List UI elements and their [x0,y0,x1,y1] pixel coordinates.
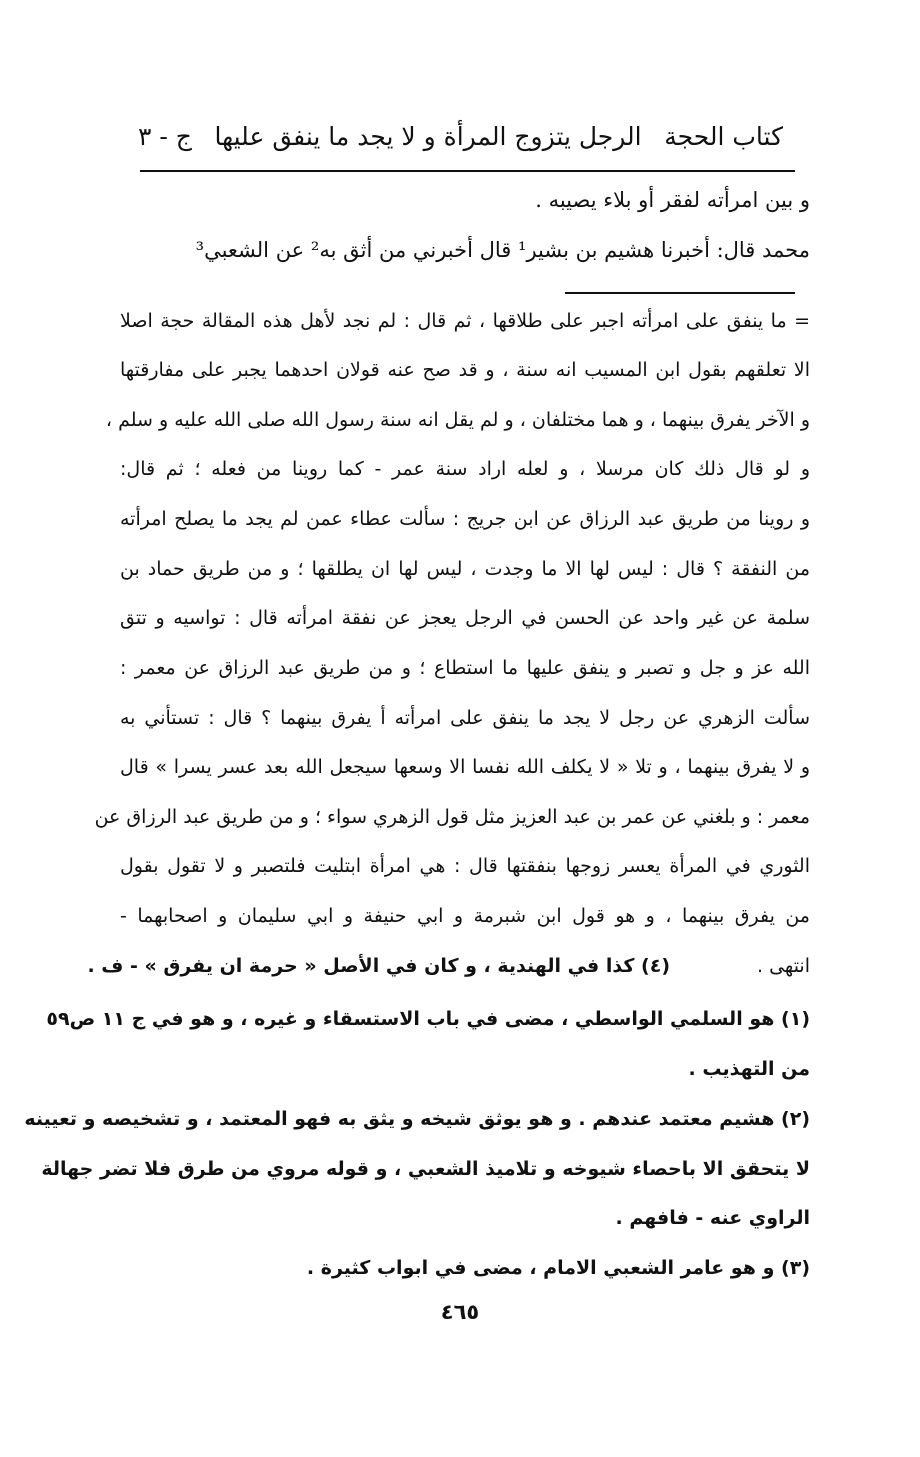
commentary-line: سألت الزهري عن رجل لا يجد ما ينفق على امرأته أ يفرق بينهما ؟ قال : تستأني به [120,707,810,729]
commentary-line: و روينا من طريق عبد الرزاق عن ابن جريج : سألت عطاء عمن لم يجد ما يصلح امرأته [120,508,810,530]
footnote-3: (٣) و هو عامر الشعبي الامام ، مضى في ابواب كثيرة . [306,1257,810,1279]
footnote-separator [565,292,795,294]
commentary-line: الا تعلقهم بقول ابن المسيب انه سنة ، و قد صح عنه قولان احدهما يجبر على مفارقتها [120,359,810,381]
footnote-2-end: الراوي عنه - فافهم . [615,1207,810,1229]
commentary-line: و لو قال ذلك كان مرسلا ، و لعله اراد سنة عمر - كما روينا من فعله ؛ ثم قال: [120,458,810,480]
commentary-line: الله عز و جل و تصبر و ينفق عليها ما استطاع ؛ و من طريق عبد الرزاق عن معمر : [120,657,810,679]
header-chapter-title: الرجل يتزوج المرأة و لا يجد ما ينفق عليها [214,121,642,151]
header-volume: ج - ٣ [138,121,192,151]
commentary-line: = ما ينفق على امرأته اجبر على طلاقها ، ثم قال : لم نجد لأهل هذه المقالة حجة اصلا [120,310,810,332]
commentary-line: و لا يفرق بينهما ، و تلا « لا يكلف الله نفسا الا وسعها سيجعل الله بعد عسر يسرا » قال [120,756,810,778]
commentary-line: سلمة عن غير واحد عن الحسن في الرجل يعجز عن نفقة امرأته قال : تواسيه و تتق [120,607,810,629]
commentary-line: معمر : و بلغني عن عمر بن عبد العزيز مثل قول الزهري سواء ؛ و من طريق عبد الرزاق عن [94,806,810,828]
split-line [87,955,810,989]
main-text-line: و بين امرأته لفقر أو بلاء يصيبه . [535,188,810,212]
header-book-title: كتاب الحجة [664,121,783,151]
commentary-line: الثوري في المرأة يعسر زوجها بنفقتها قال : هي امرأة ابتليت فلتصبر و لا تقول بقول [120,855,810,877]
footnote-1: (١) هو السلمي الواسطي ، مضى في باب الاستسقاء و غيره ، و هو في ج ١١ ص٥٩ [46,1008,810,1030]
running-header [138,112,783,160]
footnote-1-cont: من التهذيب . [688,1058,810,1080]
footnote-2: (٢) هشيم معتمد عندهم . و هو يوثق شيخه و يثق به فهو المعتمد ، و تشخيصه و تعيينه [24,1108,810,1130]
footnote-4: (٤) كذا في الهندية ، و كان في الأصل « حرمة ان يفرق » - ف . [87,955,670,977]
footnote-2-cont: لا يتحقق الا باحصاء شيوخه و تلاميذ الشعبي ، و قوله مروي من طرق فلا تضر جهالة [41,1158,810,1180]
commentary-line: من النفقة ؟ قال : ليس لها الا ما وجدت ، ليس لها ان يطلقها ؛ و من طريق حماد بن [120,558,810,580]
commentary-end: انتهى . [757,955,810,977]
page-number: ٤٦٥ [440,1300,480,1324]
header-rule [140,170,795,172]
main-text-line: محمد قال: أخبرنا هشيم بن بشير¹ قال أخبرني من أثق به² عن الشعبي³ [195,238,810,262]
commentary-line: و الآخر يفرق بينهما ، و هما مختلفان ، و لم يقل انه سنة رسول الله صلى الله عليه و سلم ، [105,409,810,431]
commentary-line: من يفرق بينهما ، و هو قول ابن شبرمة و ابي حنيفة و ابي سليمان و اصحابهما - [120,905,810,927]
